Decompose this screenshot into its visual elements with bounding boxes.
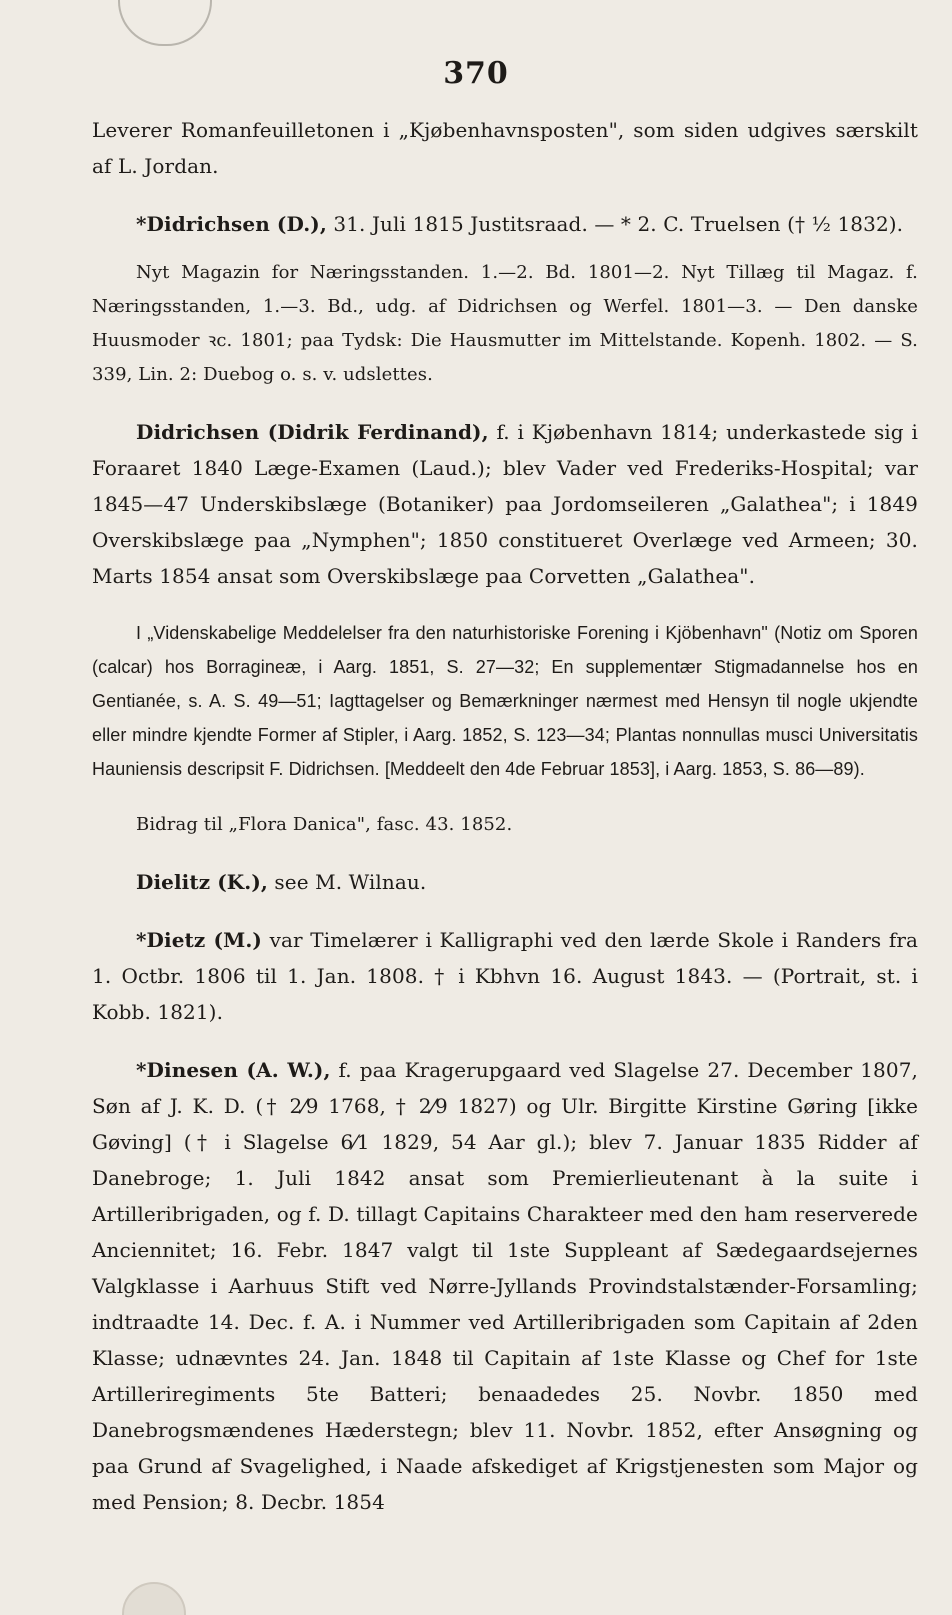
- headword: *Dinesen (A. W.),: [136, 1058, 331, 1082]
- entry-didrichsen-df-works: I „Videnskabelige Meddelelser fra den naturhistoriske Forening i Kjöbenhavn" (Notiz om Sporen (calcar) hos Borragineæ, i Aarg. 1851, S. 27—32; En supplementær Stigmadannelse hos en Gentianée, s. A. S. 49—51; Iagttagelser og Bemærkninger nærmest med Hensyn til nogle ukjendte eller mindre kjendte Former af Stipler, i Aarg. 1852, S. 123—34; Plantas nonnullas musci Universitatis Hauniensis descripsit F. Didrichsen. [Meddeelt den 4de Februar 1853], i Aarg. 1853, S. 86—89).: [92, 623, 918, 779]
- entry-dielitz: [92, 864, 918, 900]
- entry-text: var Timelærer i Kalligraphi ved den lærde Skole i Randers fra 1. Octbr. 1806 til 1. Jan. 1808. † i Kbhvn 16. August 1843. — (Portrait, st. i Kobb. 1821).: [92, 928, 919, 1024]
- entry-dinesen: [92, 1052, 918, 1520]
- entry-intro: Leverer Romanfeuilletonen i „Kjøbenhavnsposten", som siden udgives særskilt af L. Jordan.: [92, 118, 918, 178]
- headword: *Didrichsen (D.),: [136, 212, 327, 236]
- entry-didrichsen-d: [92, 206, 918, 242]
- page-hole-mark: [122, 1582, 186, 1615]
- entry-text: see M. Wilnau.: [267, 870, 427, 894]
- entry-text: 31. Juli 1815 Justitsraad. — * 2. C. Truelsen († ½ 1832).: [326, 212, 904, 236]
- headword: *Dietz (M.): [136, 928, 262, 952]
- page-number: 370: [443, 56, 509, 91]
- entry-didrichsen-df: [92, 414, 918, 594]
- entry-didrichsen-d-works: Nyt Magazin for Næringsstanden. 1.—2. Bd. 1801—2. Nyt Tillæg til Magaz. f. Næringsstanden, 1.—3. Bd., udg. af Didrichsen og Werfel. 1801—3. — Den danske Huusmoder ꝛc. 1801; paa Tydsk: Die Hausmutter im Mittelstande. Kopenh. 1802. — S. 339, Lin. 2: Duebog o. s. v. udslettes.: [92, 262, 918, 385]
- headword: Didrichsen (Didrik Ferdinand),: [136, 420, 489, 444]
- entry-text: f. paa Kragerupgaard ved Slagelse 27. December 1807, Søn af J. K. D. († 2⁄9 1768, † 2⁄9 1827) og Ulr. Birgitte Kirstine Gøring [ikke Gøving] († i Slagelse 6⁄1 1829, 54 Aar gl.); blev 7. Januar 1835 Ridder af Danebroge; 1. Juli 1842 ansat som Premierlieutenant à la suite i Artilleribrigaden, og f. D. tillagt Capitains Charakteer med den ham reserverede Anciennitet; 16. Febr. 1847 valgt til 1ste Suppleant af Sædegaardsejernes Valgklasse i Aarhuus Stift ved Nørre-Jyllands Provindstalstænder-Forsamling; indtraadte 14. Dec. f. A. i Nummer ved Artilleribrigaden som Capitain af 2den Klasse; udnævntes 24. Jan. 1848 til Capitain af 1ste Klasse og Chef for 1ste Artilleriregiments 5te Batteri; benaadedes 25. Novbr. 1850 med Danebrogsmændenes Hæderstegn; blev 11. Novbr. 1852, efter Ansøgning og paa Grund af Svagelighed, i Naade afskediget af Krigstjenesten som Major og med Pension; 8. Decbr. 1854: [92, 1058, 918, 1514]
- entry-dietz: [92, 922, 918, 1030]
- entry-text: f. i Kjøbenhavn 1814; underkastede sig i Foraaret 1840 Læge-Examen (Laud.); blev Vader ved Frederiks-Hospital; var 1845—47 Underskibslæge (Botaniker) paa Jordomseileren „Galathea"; i 1849 Overskibslæge paa „Nymphen"; 1850 constitueret Overlæge ved Armeen; 30. Marts 1854 ansat som Overskibslæge paa Corvetten „Galathea".: [92, 420, 918, 588]
- entry-didrichsen-df-flora: Bidrag til „Flora Danica", fasc. 43. 1852.: [136, 814, 513, 835]
- page-edge-mark: [118, 0, 212, 46]
- headword: Dielitz (K.),: [136, 870, 268, 894]
- page-body: [92, 112, 918, 1542]
